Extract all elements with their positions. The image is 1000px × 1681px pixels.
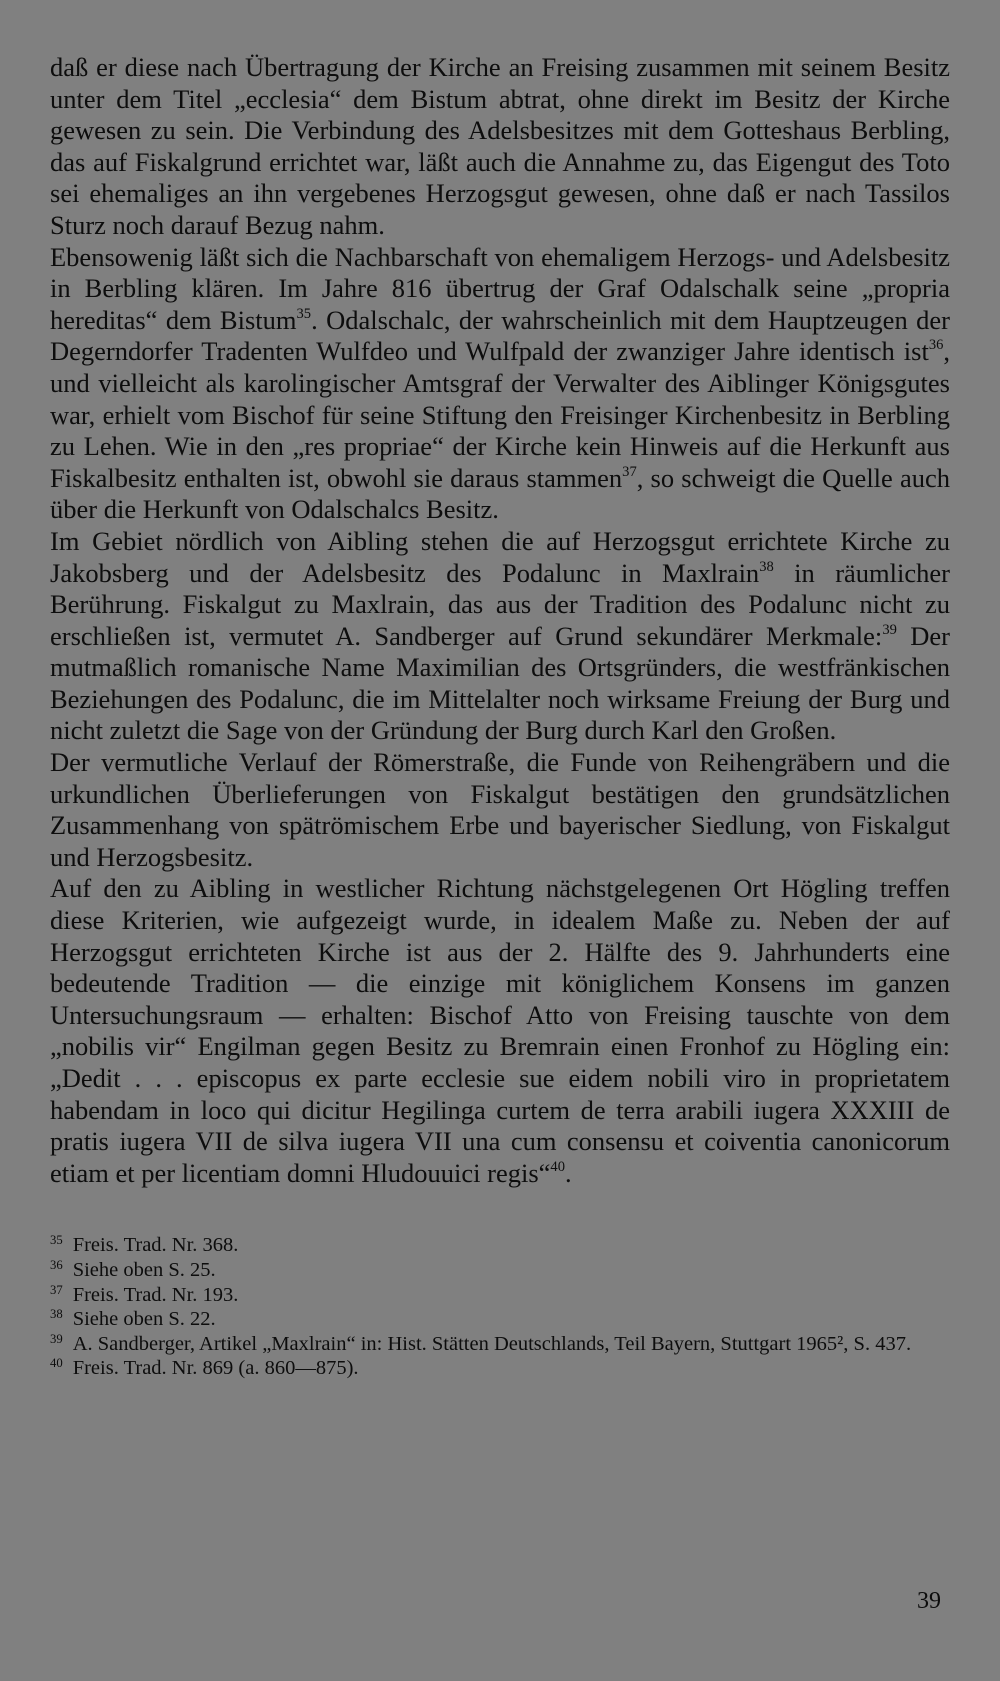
body-text [50,52,950,1189]
footnote-number: 39 [50,1331,63,1346]
paragraph-text: . [564,1157,572,1188]
paragraph-text: , und vielleicht als karolingischer Amtsgraf der Verwalter des Aiblinger Königsgutes war, erhielt vom Bischof für seine Stiftung den Freisinger Kirchenbesitz in Berbling zu Lehen. Wie in den „res propriae“ der Kirche kein Hinweis auf die Herkunft aus Fiskalbesitz enthalten ist, obwohl sie daraus stammen [50,336,950,493]
footnote-text: A. Sandberger, Artikel „Maxlrain“ in: Hist. Stätten Deutschlands, Teil Bayern, Stuttgart 1965², S. 437. [72,1332,912,1355]
footnote-reference: 40 [550,1158,565,1175]
footnote-reference: 37 [622,463,637,480]
footnote [50,1233,950,1258]
paragraph [50,526,950,747]
footnote-reference: 36 [928,337,944,354]
paragraph-text: . Odalschalc, der wahrscheinlich mit dem Hauptzeugen der Degerndorfer Tradenten Wulfdeo und Wulfpald der zwanziger Jahre identisch ist [50,304,950,367]
footnote-number: 37 [50,1282,63,1297]
page-content [50,52,950,1381]
footnote [50,1283,950,1308]
paragraph [50,747,950,873]
footnote-number: 38 [50,1307,63,1322]
footnote [50,1307,950,1332]
page-number: 39 [917,1588,941,1614]
footnotes [50,1233,950,1381]
paragraph [50,52,950,242]
footnote-text: Freis. Trad. Nr. 368. [72,1234,239,1257]
footnote-text: Freis. Trad. Nr. 193. [72,1283,239,1306]
footnote-reference: 38 [759,558,774,575]
footnote [50,1258,950,1283]
paragraph [50,873,950,1189]
footnote-number: 40 [50,1356,63,1371]
footnote-number: 36 [50,1257,63,1272]
footnote [50,1332,950,1357]
paragraph-text: Der vermutliche Verlauf der Römerstraße, die Funde von Reihengräbern und die urkundlichen Überlieferungen von Fiskalgut bestätigen den grundsätzlichen Zusammenhang von spätrömischem Erbe und bayerischer Siedlung, von Fiskalgut und Herzogsbesitz. [50,747,950,872]
paragraph-text: Der mutmaßlich romanische Name Maximilian des Ortsgründers, die westfränkischen Beziehungen des Podalunc, die im Mittelalter noch wirksame Freiung der Burg und nicht zuletzt die Sage von der Gründung der Burg durch Karl den Großen. [50,620,951,746]
paragraph-text: daß er diese nach Übertragung der Kirche an Freising zusammen mit seinem Besitz unter dem Titel „ecclesia“ dem Bistum abtrat, ohne direkt im Besitz der Kirche gewesen zu sein. Die Verbindung des Adelsbesitzes mit dem Gotteshaus Berbling, das auf Fiskalgrund errichtet war, läßt auch die Annahme zu, das Eigengut des Toto sei ehemaliges an ihn vergebenes Herzogsgut gewesen, ohne daß er nach Tassilos Sturz noch darauf Bezug nahm. [50,52,950,240]
paragraph-text: Ebensowenig läßt sich die Nachbarschaft von ehemaligem Herzogs- und Adelsbesitz in Berbling klären. Im Jahre 816 übertrug der Graf Odalschalk seine „propria hereditas“ dem Bistum [50,241,950,335]
footnote-text: Siehe oben S. 22. [72,1308,216,1331]
footnote-text: Freis. Trad. Nr. 869 (a. 860—875). [72,1357,359,1380]
footnote-reference: 35 [296,305,312,322]
paragraph [50,242,950,526]
paragraph-text: Auf den zu Aibling in westlicher Richtung nächstgelegenen Ort Högling treffen diese Kriterien, wie aufgezeigt wurde, in idealem Maße zu. Neben der auf Herzogsgut errichteten Kirche ist aus der 2. Hälfte des 9. Jahrhunderts eine bedeutende Tradition — die einzige mit königlichem Konsens im ganzen Untersuchungsraum — erhalten: Bischof Atto von Freising tauschte von dem „nobilis vir“ Engilman gegen Besitz zu Bremrain einen Fronhof zu Högling ein: „Dedit . . . episcopus ex parte ecclesie sue eidem nobili viro in proprietatem habendam in loco qui dicitur Hegilinga curtem de terra arabili iugera XXXIII de pratis iugera VII de silva iugera VII una cum consensu et coiventia canonicorum etiam et per licentiam domni Hludouuici regis“ [50,873,950,1188]
paragraph-text: Im Gebiet nördlich von Aibling stehen die auf Herzogsgut errichtete Kirche zu Jakobsberg und der Adelsbesitz des Podalunc in Maxlrain [50,525,950,588]
footnote-number: 35 [50,1233,63,1248]
paragraph-text: , so schweigt die Quelle auch über die Herkunft von Odalschalcs Besitz. [50,462,950,525]
paragraph-text: in räumlicher Berührung. Fiskalgut zu Maxlrain, das aus der Tradition des Podalunc nicht zu erschließen ist, vermutet A. Sandberger auf Grund sekundärer Merkmale: [50,557,950,651]
footnote-text: Siehe oben S. 25. [72,1258,216,1281]
footnote-reference: 39 [882,621,897,638]
footnote [50,1356,950,1381]
